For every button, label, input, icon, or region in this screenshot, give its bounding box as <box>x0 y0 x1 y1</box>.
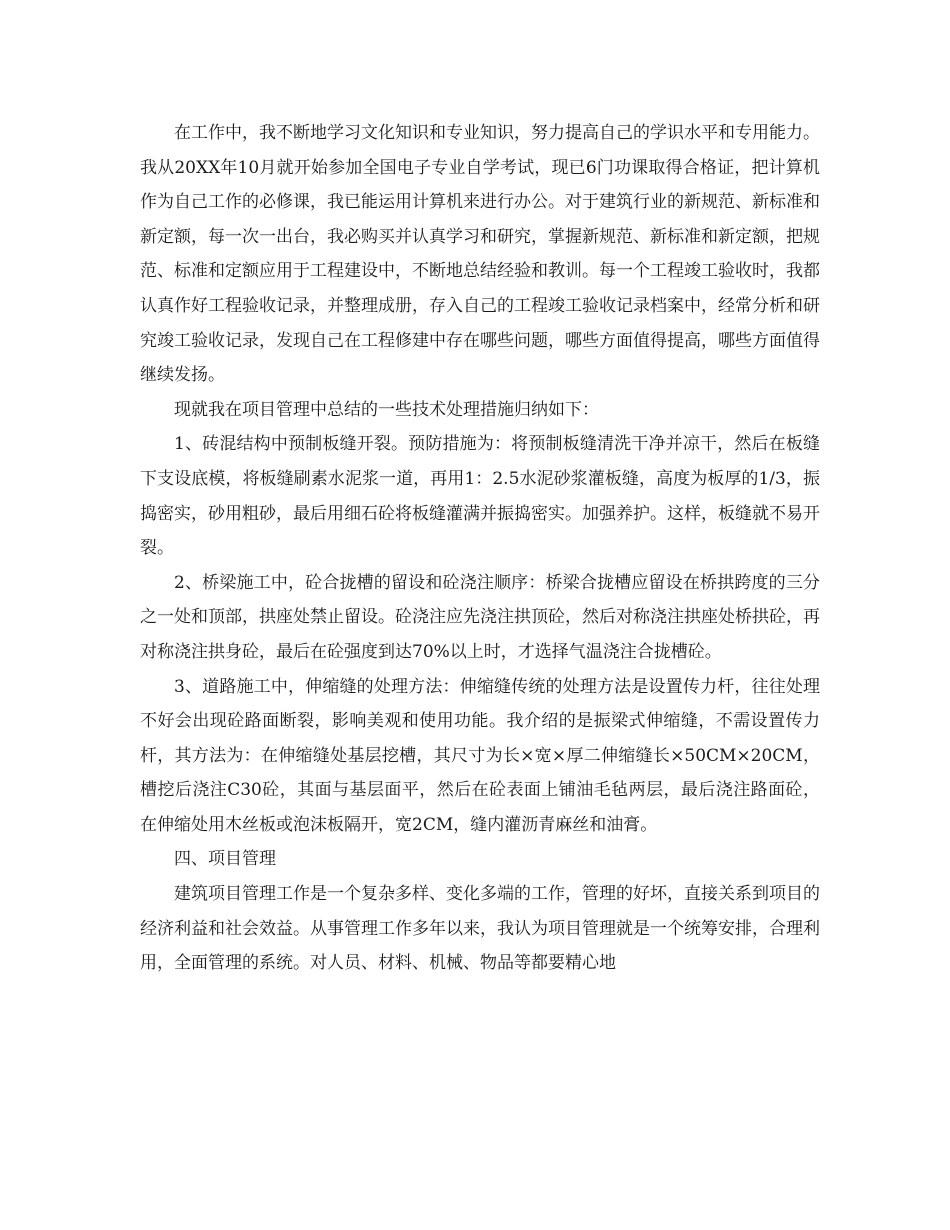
document-body <box>140 116 820 981</box>
paragraph-project-management: 建筑项目管理工作是一个复杂多样、变化多端的工作，管理的好坏，直接关系到项目的经济利益和社会效益。从事管理工作多年以来，我认为项目管理就是一个统筹安排，合理利用，全面管理的系统。对人员、材料、机械、物品等都要精心地 <box>140 884 820 974</box>
paragraph-bridge-closure: 2、桥梁施工中，砼合拢槽的留设和砼浇注顺序：桥梁合拢槽应留设在桥拱跨度的三分之一处和顶部，拱座处禁止留设。砼浇注应先浇注拱顶砼，然后对称浇注拱座处桥拱砼，再对称浇注拱身砼，最后在砼强度到达70%以上时，才选择气温浇注合拢槽砼。 <box>140 572 820 662</box>
paragraph-slab-cracks: 1、砖混结构中预制板缝开裂。预防措施为：将预制板缝清洗干净并凉干，然后在板缝下支设底模，将板缝刷素水泥浆一道，再用1：2.5水泥砂浆灌板缝，高度为板厚的1/3，振捣密实，砂用粗砂，最后用细石砼将板缝灌满并振捣密实。加强养护。这样，板缝就不易开裂。 <box>140 434 820 559</box>
section-heading-project-management: 四、项目管理 <box>174 849 276 870</box>
paragraph-expansion-joint: 3、道路施工中，伸缩缝的处理方法：伸缩缝传统的处理方法是设置传力杆，往往处理不好会出现砼路面断裂，影响美观和使用功能。我介绍的是振梁式伸缩缝，不需设置传力杆，其方法为：在伸缩缝处基层挖槽，其尺寸为长×宽×厚二伸缩缝长×50CM×20CM，槽挖后浇注C30砼，其面与基层面平，然后在砼表面上铺油毛毡两层，最后浇注路面砼，在伸缩处用木丝板或泡沫板隔开，宽2CM，缝内灌沥青麻丝和油膏。 <box>140 676 820 835</box>
paragraph-self-study: 在工作中，我不断地学习文化知识和专业知识，努力提高自己的学识水平和专用能力。我从20XX年10月就开始参加全国电子专业自学考试，现已6门功课取得合格证，把计算机作为自己工作的必修课，我已能运用计算机来进行办公。对于建筑行业的新规范、新标准和新定额，每一次一出台，我必购买并认真学习和研究，掌握新规范、新标准和新定额，把规范、标准和定额应用于工程建设中，不断地总结经验和教训。每一个工程竣工验收时，我都认真作好工程验收记录，并整理成册，存入自己的工程竣工验收记录档案中，经常分析和研究竣工验收记录，发现自己在工程修建中存在哪些问题，哪些方面值得提高，哪些方面值得继续发扬。 <box>140 123 820 386</box>
paragraph-summary-intro: 现就我在项目管理中总结的一些技术处理措施归纳如下： <box>174 399 599 420</box>
